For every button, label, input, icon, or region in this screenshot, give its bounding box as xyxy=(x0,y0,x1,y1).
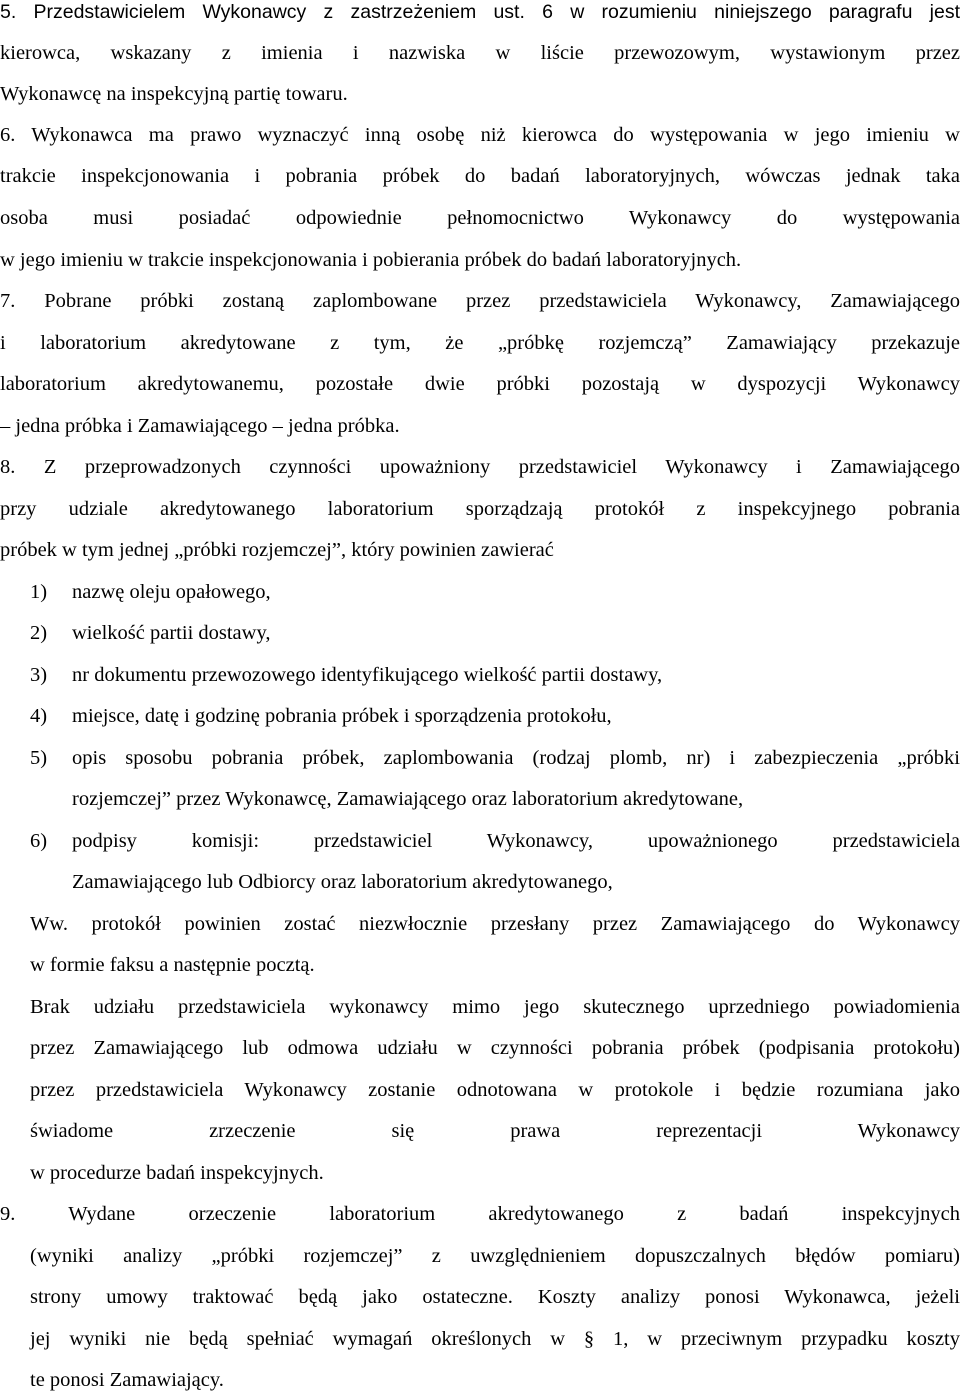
list-item-number: 6) xyxy=(30,830,48,852)
paragraph-7-line-1: 7. Pobrane próbki zostaną zaplombowane przez przedstawiciela Wykonawcy, Zamawiającego xyxy=(0,290,960,312)
paragraph-9-line-3: strony umowy traktować będą jako ostateczne. Koszty analizy ponosi Wykonawca, jeżeli xyxy=(30,1286,960,1308)
protocol-delivery-line-1: Ww. protokół powinien zostać niezwłocznie przesłany przez Zamawiającego do Wykonawcy xyxy=(30,913,960,935)
absence-paragraph-line-4: świadome zrzeczenie się prawa reprezentacji Wykonawcy xyxy=(30,1120,960,1142)
paragraph-7-line-2: i laboratorium akredytowane z tym, że „próbkę rozjemczą” Zamawiający przekazuje xyxy=(0,332,960,354)
paragraph-9-line-5: te ponosi Zamawiający. xyxy=(30,1369,224,1391)
protocol-delivery-line-2: w formie faksu a następnie pocztą. xyxy=(30,954,315,976)
list-item-text: podpisy komisji: przedstawiciel Wykonawcy, upoważnionego przedstawiciela xyxy=(72,830,960,852)
list-item-text: wielkość partii dostawy, xyxy=(72,622,271,644)
paragraph-7-line-3: laboratorium akredytowanemu, pozostałe dwie próbki pozostają w dyspozycji Wykonawcy xyxy=(0,373,960,395)
paragraph-6-line-4: w jego imieniu w trakcie inspekcjonowania i pobierania próbek do badań laboratoryjnych. xyxy=(0,249,742,271)
paragraph-5-line-1: 5. Przedstawicielem Wykonawcy z zastrzeżeniem ust. 6 w rozumieniu niniejszego paragrafu jest xyxy=(0,1,960,23)
paragraph-5-line-3: Wykonawcę na inspekcyjną partię towaru. xyxy=(0,83,348,105)
list-item-text: opis sposobu pobrania próbek, zaplombowania (rodzaj plomb, nr) i zabezpieczenia „próbki xyxy=(72,747,960,769)
paragraph-9-line-2: (wyniki analizy „próbki rozjemczej” z uwzględnieniem dopuszczalnych błędów pomiaru) xyxy=(30,1245,960,1267)
paragraph-8-line-1: 8. Z przeprowadzonych czynności upoważniony przedstawiciel Wykonawcy i Zamawiającego xyxy=(0,456,960,478)
paragraph-5-line-2: kierowca, wskazany z imienia i nazwiska w liście przewozowym, wystawionym przez xyxy=(0,42,960,64)
list-item-number: 3) xyxy=(30,664,48,686)
list-item-number: 1) xyxy=(30,581,48,603)
list-item-number: 2) xyxy=(30,622,48,644)
absence-paragraph-line-3: przez przedstawiciela Wykonawcy zostanie odnotowana w protokole i będzie rozumiana jako xyxy=(30,1079,960,1101)
paragraph-7-line-4: – jedna próbka i Zamawiającego – jedna próbka. xyxy=(0,415,400,437)
paragraph-8-line-3: próbek w tym jednej „próbki rozjemczej”, który powinien zawierać xyxy=(0,539,554,561)
list-item-number: 4) xyxy=(30,705,48,727)
list-item-number: 5) xyxy=(30,747,48,769)
paragraph-8-line-2: przy udziale akredytowanego laboratorium sporządzają protokół z inspekcyjnego pobrania xyxy=(0,498,960,520)
list-item-continuation: Zamawiającego lub Odbiorcy oraz laboratorium akredytowanego, xyxy=(72,871,613,893)
paragraph-6-line-3: osoba musi posiadać odpowiednie pełnomocnictwo Wykonawcy do występowania xyxy=(0,207,960,229)
paragraph-6-line-1: 6. Wykonawca ma prawo wyznaczyć inną osobę niż kierowca do występowania w jego imieniu w xyxy=(0,124,960,146)
list-item-text: miejsce, datę i godzinę pobrania próbek i sporządzenia protokołu, xyxy=(72,705,612,727)
list-item-continuation: rozjemczej” przez Wykonawcę, Zamawiającego oraz laboratorium akredytowane, xyxy=(72,788,744,810)
paragraph-9-line-4: jej wyniki nie będą spełniać wymagań określonych w § 1, w przeciwnym przypadku koszty xyxy=(30,1328,960,1350)
absence-paragraph-line-1: Brak udziału przedstawiciela wykonawcy mimo jego skutecznego uprzedniego powiadomienia xyxy=(30,996,960,1018)
list-item-text: nr dokumentu przewozowego identyfikującego wielkość partii dostawy, xyxy=(72,664,663,686)
absence-paragraph-line-2: przez Zamawiającego lub odmowa udziału w czynności pobrania próbek (podpisania protokołu) xyxy=(30,1037,960,1059)
paragraph-9-line-1: 9. Wydane orzeczenie laboratorium akredytowanego z badań inspekcyjnych xyxy=(0,1203,960,1225)
paragraph-6-line-2: trakcie inspekcjonowania i pobrania próbek do badań laboratoryjnych, wówczas jednak taka xyxy=(0,165,960,187)
absence-paragraph-line-5: w procedurze badań inspekcyjnych. xyxy=(30,1162,324,1184)
list-item-text: nazwę oleju opałowego, xyxy=(72,581,271,603)
